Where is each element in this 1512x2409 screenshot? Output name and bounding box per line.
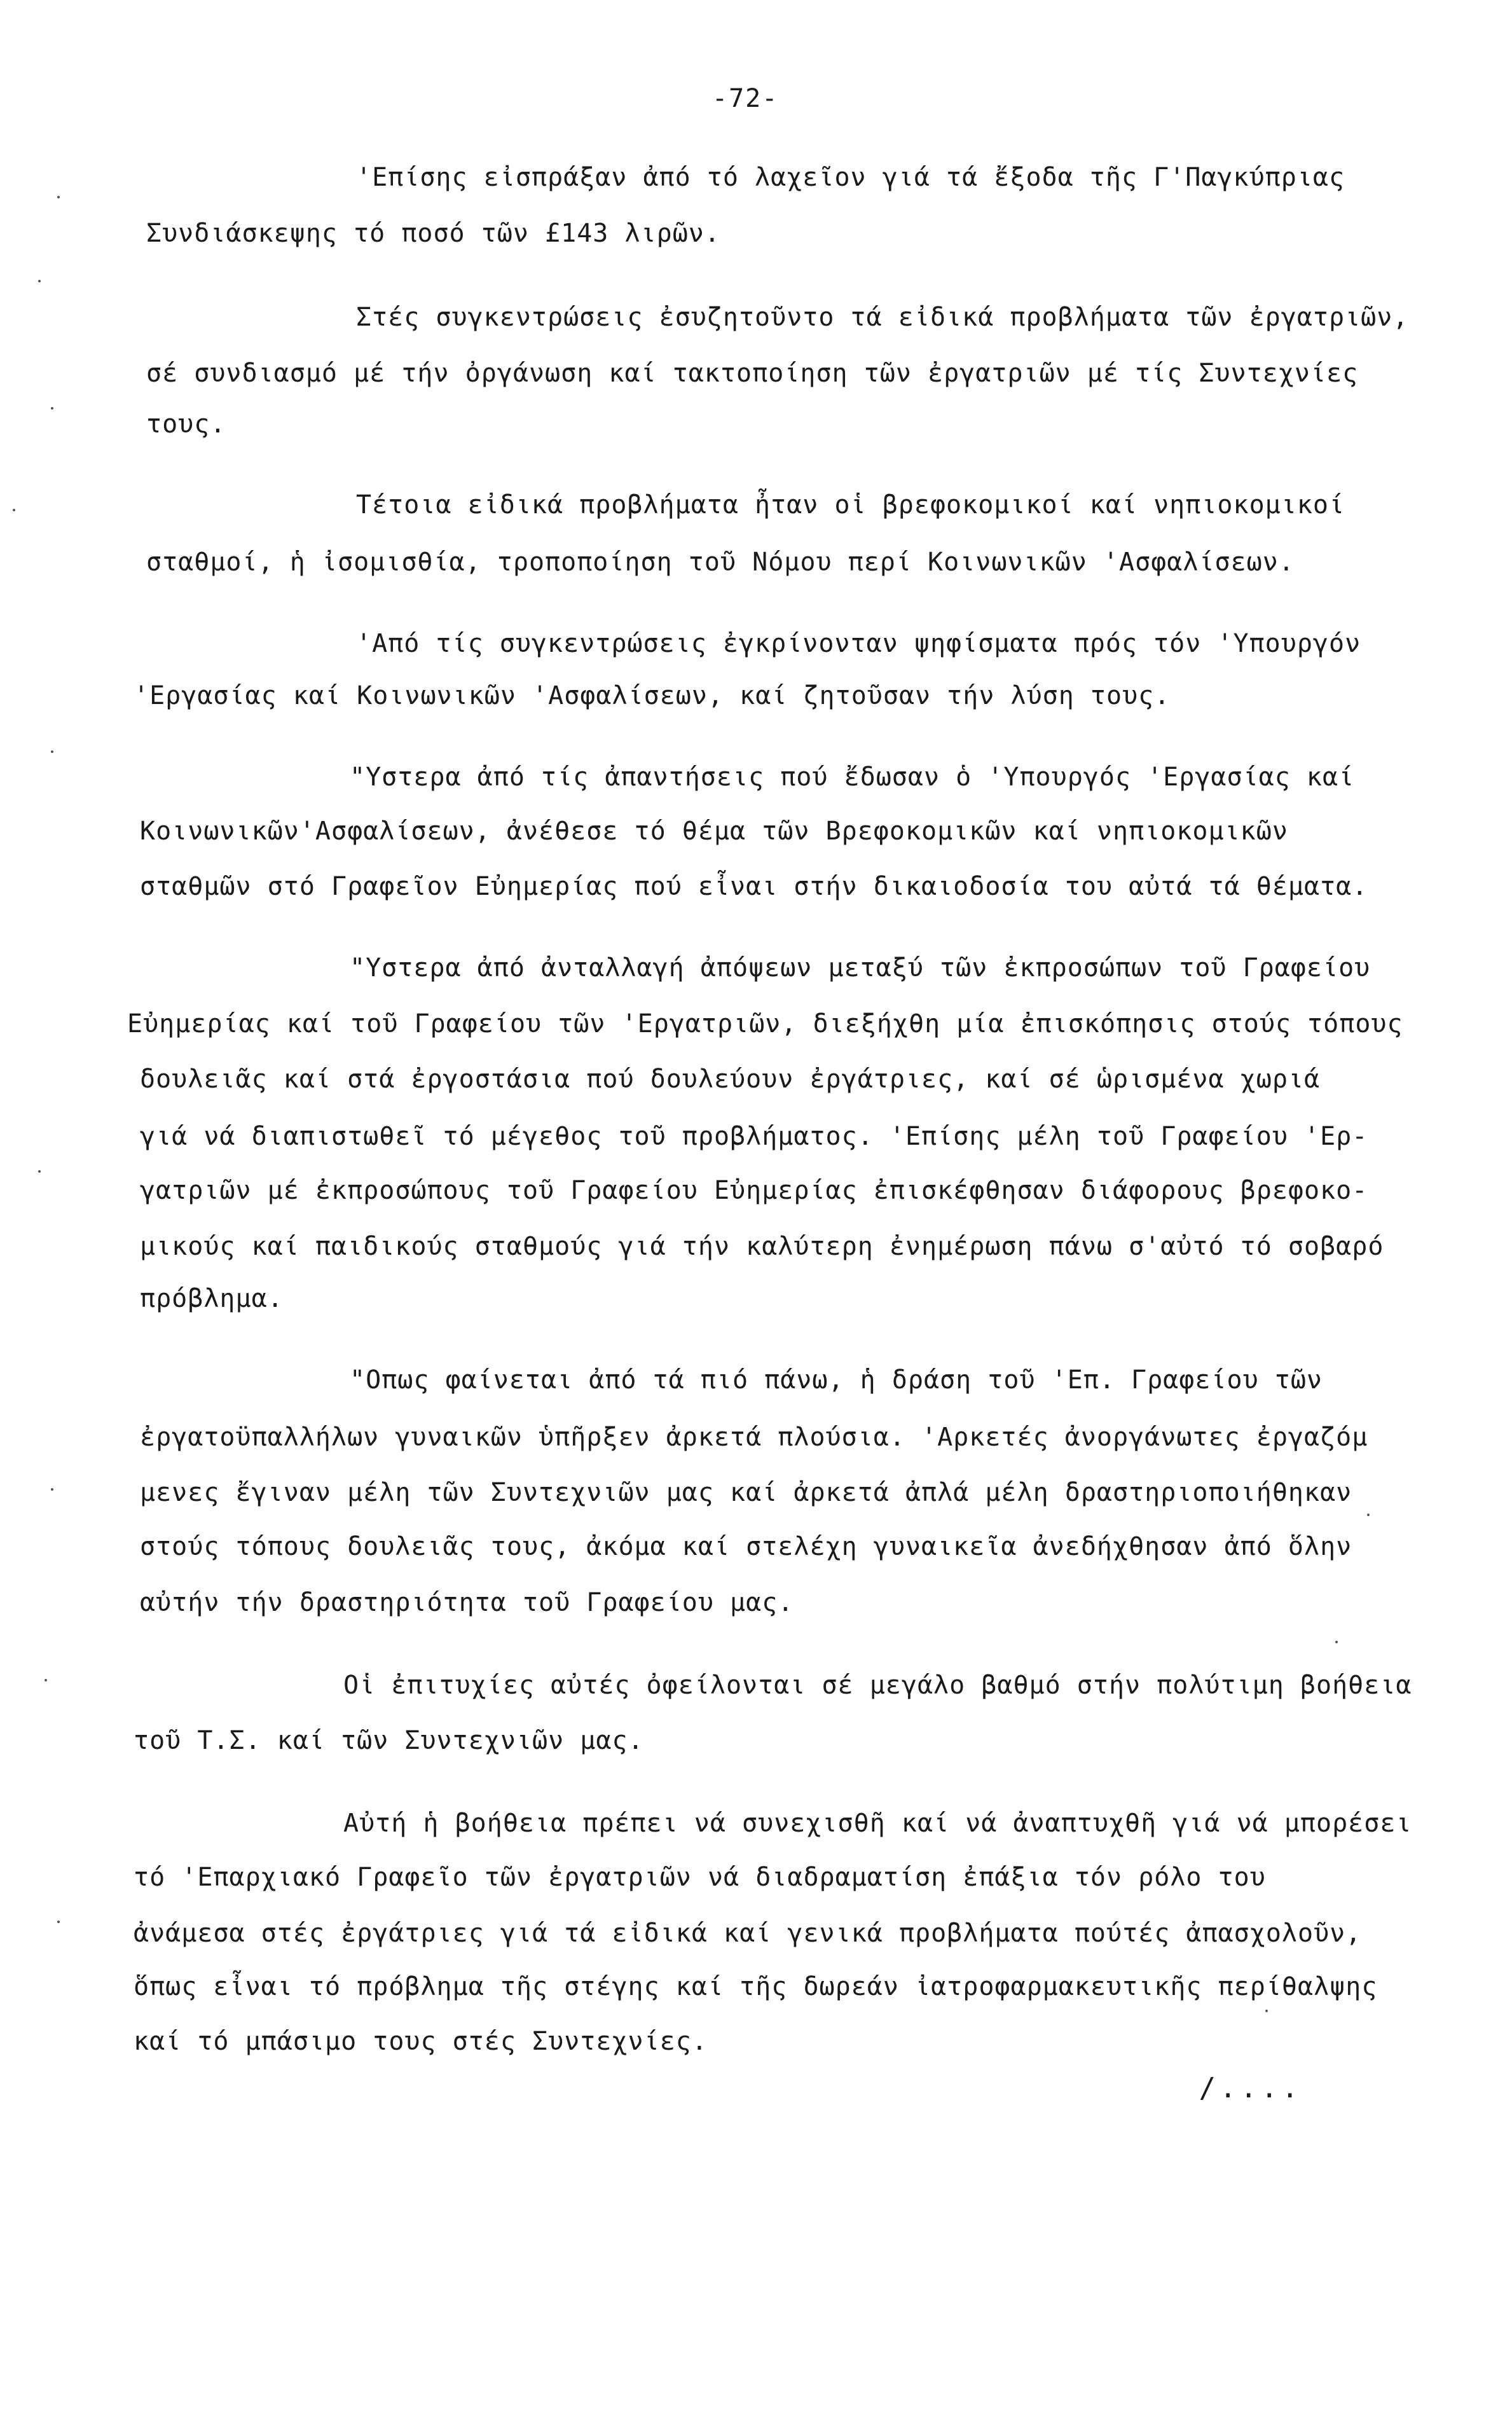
scan-speck (1367, 1514, 1370, 1516)
text-line: αὐτήν τήν δραστηριότητα τοῦ Γραφείου μας. (140, 1588, 794, 1617)
text-line: Οἱ ἐπιτυχίες αὐτές ὀφείλονται σέ μεγάλο βαθμό στήν πολύτιμη βοήθεια (343, 1671, 1412, 1700)
scan-speck (57, 1921, 60, 1923)
text-line: ὅπως εἶναι τό πρόβλημα τῆς στέγης καί τῆς δωρεάν ἰατροφαρμακευτικῆς περίθαλψης (134, 1972, 1378, 2001)
text-line: σταθμῶν στό Γραφεῖον Εὐημερίας πού εἶναι στήν δικαιοδοσία του αὐτά τά θέματα. (140, 872, 1368, 901)
text-line: μενες ἔγιναν μέλη τῶν Συντεχνιῶν μας καί ἀρκετά ἀπλά μέλη δραστηριοποιήθηκαν (140, 1478, 1352, 1507)
scan-speck (38, 280, 41, 282)
text-line: καί τό μπάσιμο τους στές Συντεχνίες. (134, 2027, 708, 2056)
text-line: Τέτοια εἰδικά προβλήματα ἦταν οἱ βρεφοκομικοί καί νηπιοκομικοί (356, 490, 1345, 520)
text-line: τό 'Επαρχιακό Γραφεῖο τῶν ἐργατριῶν νά διαδραματίση ἐπάξια τόν ρόλο του (134, 1863, 1266, 1892)
text-line: Κοινωνικῶν'Ασφαλίσεων, ἀνέθεσε τό θέμα τῶν Βρεφοκομικῶν καί νηπιοκομικῶν (140, 817, 1288, 846)
text-line: "Υστερα ἀπό ἀνταλλαγή ἀπόψεων μεταξύ τῶν ἐκπροσώπων τοῦ Γραφείου (350, 953, 1371, 983)
text-line: τοῦ Τ.Σ. καί τῶν Συντεχνιῶν μας. (134, 1726, 644, 1755)
text-line: ἀνάμεσα στές ἐργάτριες γιά τά εἰδικά καί γενικά προβλήματα πούτές ἀπασχολοῦν, (134, 1919, 1362, 1948)
text-line: γιά νά διαπιστωθεῖ τό μέγεθος τοῦ προβλήματος. 'Επίσης μέλη τοῦ Γραφείου 'Ερ- (140, 1122, 1368, 1151)
text-line: δουλειᾶς καί στά ἐργοστάσια πού δουλεύουν ἐργάτριες, καί σέ ὡρισμένα χωριά (140, 1065, 1321, 1094)
scan-speck (51, 1488, 53, 1491)
text-line: "Υστερα ἀπό τίς ἀπαντήσεις πού ἔδωσαν ὁ 'Υπουργός 'Εργασίας καί (350, 763, 1355, 792)
scan-speck (51, 407, 53, 410)
text-line: Στές συγκεντρώσεις ἐσυζητοῦντο τά εἰδικά προβλήματα τῶν ἐργατριῶν, (356, 303, 1409, 332)
scan-speck (38, 1170, 41, 1173)
text-line: σέ συνδιασμό μέ τήν ὀργάνωση καί τακτοποίηση τῶν ἐργατριῶν μέ τίς Συντεχνίες (146, 359, 1359, 388)
text-line: 'Εργασίας καί Κοινωνικῶν 'Ασφαλίσεων, καί ζητοῦσαν τήν λύση τους. (134, 681, 1171, 710)
scan-speck (51, 750, 53, 753)
text-line: μικούς καί παιδικούς σταθμούς γιά τήν καλύτερη ἐνημέρωση πάνω σ'αὐτό τό σοβαρό (140, 1232, 1384, 1261)
scan-speck (1335, 1641, 1338, 1643)
scan-speck (45, 1679, 47, 1681)
text-line: πρόβλημα. (140, 1284, 284, 1313)
text-line: 'Από τίς συγκεντρώσεις ἐγκρίνονταν ψηφίσματα πρός τόν 'Υπουργόν (356, 629, 1361, 658)
text-line: "Οπως φαίνεται ἀπό τά πιό πάνω, ἡ δράση τοῦ 'Επ. Γραφείου τῶν (350, 1365, 1323, 1395)
text-line: Εὐημερίας καί τοῦ Γραφείου τῶν 'Εργατριῶν, διεξήχθη μία ἐπισκόπησις στούς τόπους (127, 1009, 1403, 1039)
scan-speck (13, 509, 15, 511)
text-line: γατριῶν μέ ἐκπροσώπους τοῦ Γραφείου Εὐημερίας ἐπισκέφθησαν διάφορους βρεφοκο- (140, 1176, 1368, 1205)
continuation-mark: /.... (1199, 2072, 1302, 2104)
page-number: -72- (712, 84, 779, 113)
text-line: στούς τόπους δουλειᾶς τους, ἀκόμα καί στελέχη γυναικεῖα ἀνεδήχθησαν ἀπό ὅλην (140, 1532, 1352, 1561)
text-line: Αὐτή ἡ βοήθεια πρέπει νά συνεχισθῆ καί νά ἀναπτυχθῆ γιά νά μπορέσει (343, 1809, 1412, 1838)
scan-speck (1265, 2010, 1268, 2012)
text-line: 'Επίσης εἰσπράξαν ἀπό τό λαχεῖον γιά τά ἔξοδα τῆς Γ'Παγκύπριας (356, 163, 1345, 192)
text-line: τους. (146, 410, 226, 439)
text-line: Συνδιάσκεψης τό ποσό τῶν £143 λιρῶν. (146, 219, 720, 248)
text-line: ἐργατοϋπαλλήλων γυναικῶν ὑπῆρξεν ἀρκετά πλούσια. 'Αρκετές ἀνοργάνωτες ἐργαζόμ (140, 1423, 1368, 1452)
text-line: σταθμοί, ἡ ἰσομισθία, τροποποίηση τοῦ Νόμου περί Κοινωνικῶν 'Ασφαλίσεων. (146, 548, 1295, 577)
scan-speck (57, 196, 60, 198)
